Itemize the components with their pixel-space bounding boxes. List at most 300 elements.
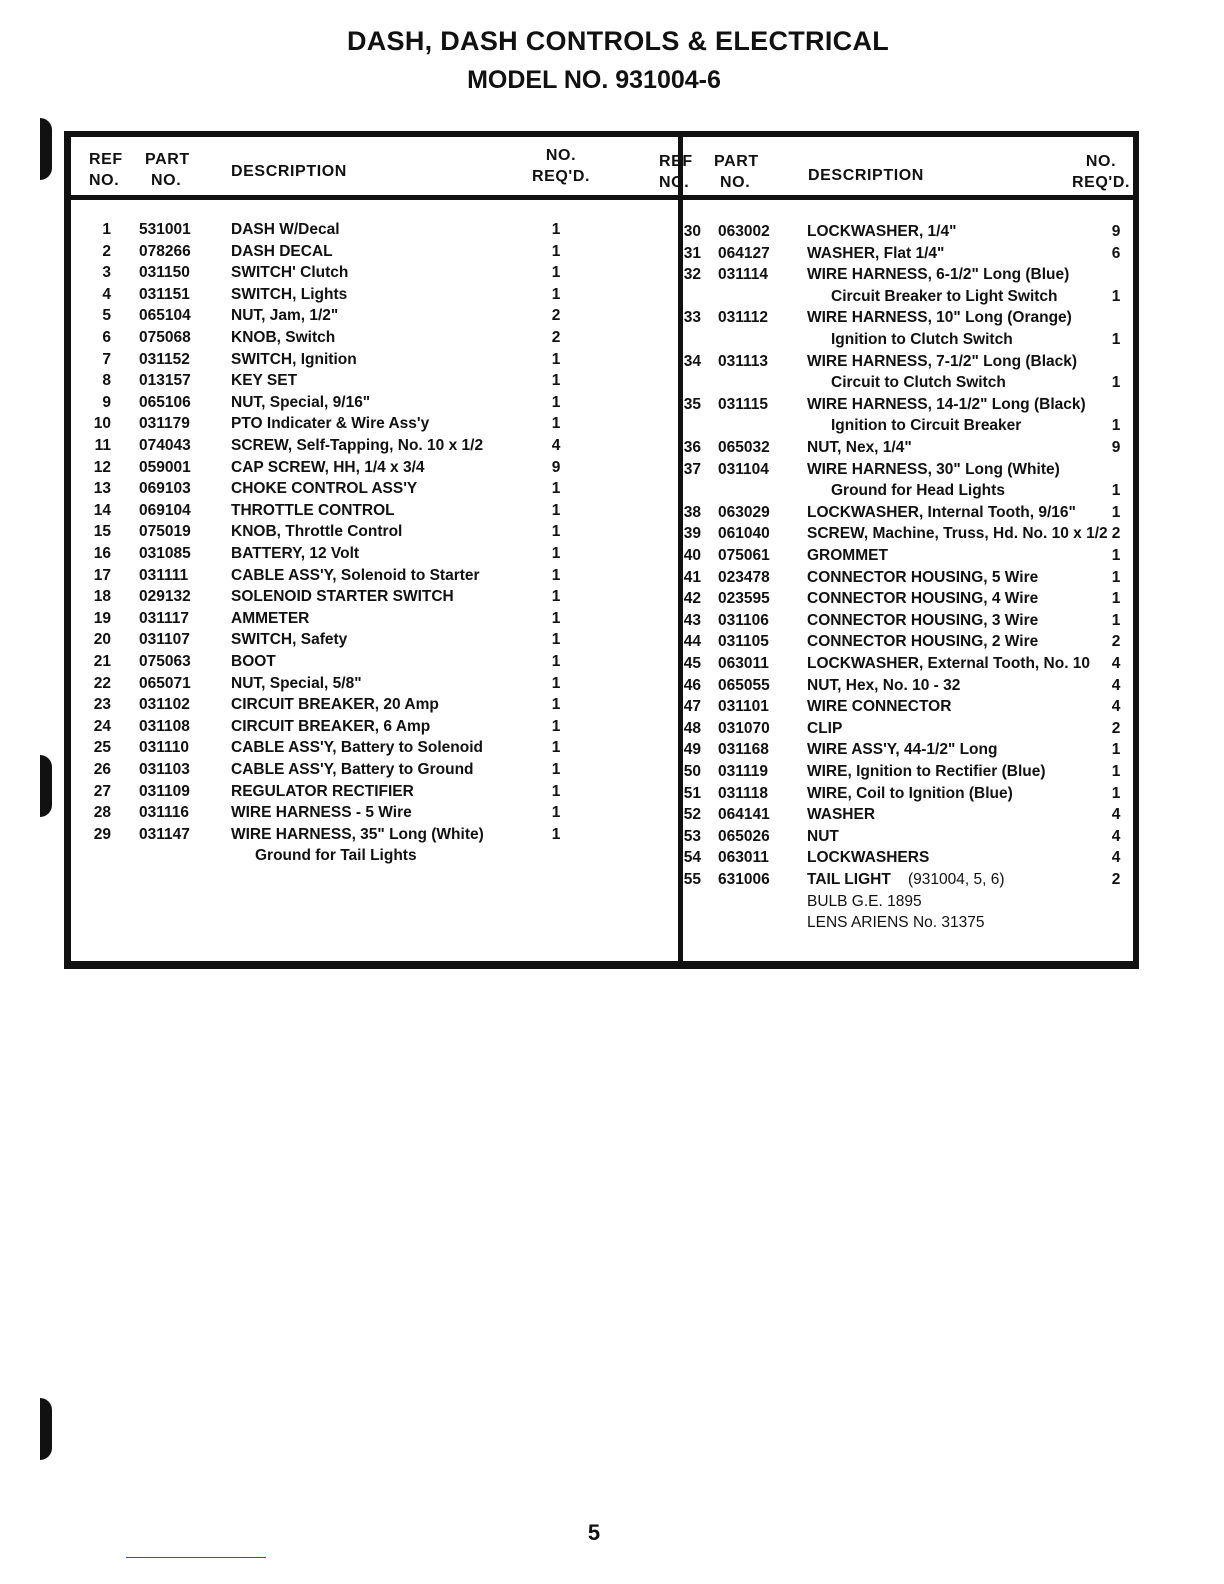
part-description: WIRE HARNESS, 35" Long (White) (231, 825, 484, 843)
ref-number: 17 (93, 566, 111, 584)
part-number: 075068 (139, 329, 191, 346)
quantity-required: 2 (1111, 633, 1121, 651)
header-ref: REF NO. (89, 151, 123, 189)
part-number: 031106 (718, 611, 769, 629)
table-row (71, 392, 678, 414)
quantity-required: 1 (551, 631, 561, 649)
ref-number: 34 (683, 352, 701, 370)
table-row (71, 478, 678, 500)
ref-number: 21 (93, 653, 111, 670)
quantity-required: 1 (551, 372, 561, 390)
part-description: NUT (807, 827, 839, 845)
ref-number: 14 (93, 501, 111, 519)
table-row (71, 284, 678, 306)
part-number: 031150 (139, 264, 190, 282)
quantity-required: 1 (1111, 741, 1121, 759)
part-description: TAIL LIGHT (807, 871, 891, 888)
quantity-required: 1 (1111, 417, 1121, 435)
part-description: WIRE HARNESS, 14-1/2" Long (Black) (807, 395, 1086, 413)
ref-number: 22 (93, 674, 111, 692)
ref-number: 29 (93, 825, 111, 843)
ref-number: 9 (102, 393, 111, 411)
part-description: Circuit Breaker to Light Switch (831, 287, 1058, 305)
part-number: 063011 (718, 655, 769, 672)
ref-number: 49 (683, 741, 701, 759)
table-row (683, 675, 1139, 697)
part-description: CONNECTOR HOUSING, 3 Wire (807, 611, 1039, 629)
part-description: AMMETER (231, 609, 310, 627)
part-description: CONNECTOR HOUSING, 2 Wire (807, 633, 1039, 651)
quantity-required: 1 (551, 825, 561, 843)
ref-number: 52 (683, 806, 701, 824)
ref-number: 46 (683, 676, 701, 694)
quantity-required: 1 (1111, 482, 1121, 500)
table-row (71, 457, 678, 479)
ref-number: 1 (102, 221, 111, 238)
table-row (71, 737, 678, 759)
part-number: 013157 (139, 372, 191, 390)
table-row (683, 610, 1139, 632)
quantity-required: 1 (551, 804, 561, 822)
table-row (683, 502, 1139, 524)
table-row (683, 869, 1139, 891)
part-description: GROMMET (807, 547, 888, 564)
part-number: 075061 (718, 547, 770, 564)
part-number: 531001 (139, 221, 191, 238)
part-description: SWITCH, Lights (231, 285, 348, 303)
part-number: 023478 (718, 568, 770, 586)
part-description: WASHER, Flat 1/4" (807, 244, 945, 262)
part-description: NUT, Jam, 1/2" (231, 307, 339, 325)
part-description: CABLE ASS'Y, Battery to Solenoid (231, 739, 484, 757)
table-row (683, 523, 1139, 545)
ref-number: 33 (683, 309, 701, 327)
table-row (71, 759, 678, 781)
quantity-required: 1 (1111, 287, 1121, 305)
part-description: NUT, Hex, No. 10 - 32 (807, 676, 961, 694)
part-number: 069104 (139, 501, 191, 519)
table-row-continuation (683, 480, 1139, 502)
ref-number: 27 (93, 782, 111, 800)
ref-number: 50 (683, 763, 701, 780)
part-description: SWITCH, Safety (231, 631, 348, 649)
part-number: 031103 (139, 761, 190, 778)
ref-number: 2 (102, 242, 111, 260)
table-row (71, 327, 678, 349)
part-description: WIRE CONNECTOR (807, 698, 952, 716)
header-description: DESCRIPTION (231, 163, 347, 180)
part-number: 023595 (718, 590, 770, 608)
part-number: 063002 (718, 223, 770, 240)
quantity-required: 1 (551, 242, 561, 260)
table-row (71, 370, 678, 392)
part-number: 065071 (139, 674, 191, 692)
part-description: CAP SCREW, HH, 1/4 x 3/4 (231, 458, 425, 476)
part-description: LOCKWASHERS (807, 849, 930, 867)
part-description: Ignition to Clutch Switch (831, 331, 1013, 348)
part-description-note: BULB G.E. 1895 (807, 892, 922, 910)
quantity-required: 9 (1111, 223, 1121, 240)
quantity-required: 1 (551, 588, 561, 606)
ref-number: 35 (683, 395, 701, 413)
table-row (683, 696, 1139, 718)
part-number: 031115 (718, 395, 769, 413)
ref-number: 42 (683, 590, 701, 608)
part-number: 631006 (718, 871, 770, 888)
part-number: 061040 (718, 525, 770, 543)
quantity-required: 2 (1111, 871, 1121, 888)
part-number: 031108 (139, 717, 190, 735)
table-row (683, 826, 1139, 848)
part-number: 065026 (718, 827, 770, 845)
part-number: 065104 (139, 307, 191, 325)
part-description: WIRE HARNESS, 10" Long (Orange) (807, 309, 1072, 327)
part-number: 059001 (139, 458, 191, 476)
part-description: WASHER (807, 806, 876, 824)
table-row (683, 783, 1139, 805)
table-row (71, 435, 678, 457)
quantity-required: 1 (551, 674, 561, 692)
part-number: 075019 (139, 523, 191, 541)
part-number: 031104 (718, 460, 769, 478)
part-description: CABLE ASS'Y, Solenoid to Starter (231, 566, 480, 584)
table-row (71, 802, 678, 824)
part-number: 031110 (139, 739, 190, 757)
quantity-required: 4 (1111, 698, 1121, 716)
ref-number: 41 (683, 568, 701, 586)
part-description: WIRE HARNESS - 5 Wire (231, 804, 412, 822)
table-row (71, 586, 678, 608)
quantity-required: 1 (1111, 763, 1121, 780)
part-description: LOCKWASHER, 1/4" (807, 223, 957, 240)
quantity-required: 4 (1111, 849, 1121, 867)
table-row-continuation (683, 372, 1139, 394)
part-number: 031107 (139, 631, 190, 649)
part-number: 031101 (718, 698, 769, 716)
table-row (71, 673, 678, 695)
part-number: 031114 (718, 266, 769, 284)
part-description: Ground for Head Lights (831, 482, 1005, 500)
ref-number: 11 (94, 437, 111, 454)
table-row (683, 394, 1139, 416)
table-row (683, 847, 1139, 869)
part-number: 031119 (718, 763, 769, 780)
part-number: 031151 (139, 285, 190, 303)
ref-number: 19 (93, 609, 111, 627)
ref-number: 24 (93, 717, 111, 735)
footer-line (126, 1557, 266, 1558)
quantity-required: 1 (551, 696, 561, 714)
part-number: 065032 (718, 439, 770, 456)
ref-number: 8 (102, 372, 111, 390)
part-description: PTO Indicater & Wire Ass'y (231, 415, 430, 433)
quantity-required: 1 (551, 609, 561, 627)
table-row-continuation (683, 286, 1139, 308)
table-row (71, 781, 678, 803)
part-description: KNOB, Throttle Control (231, 523, 403, 541)
quantity-required: 1 (1111, 611, 1121, 629)
part-description: CONNECTOR HOUSING, 5 Wire (807, 568, 1039, 586)
part-description-note: LENS ARIENS No. 31375 (807, 914, 985, 932)
table-row (683, 307, 1139, 329)
part-number: 031105 (718, 633, 769, 651)
part-description: DASH W/Decal (231, 221, 340, 238)
ref-number: 23 (93, 696, 111, 714)
table-row (683, 718, 1139, 740)
part-description: CHOKE CONTROL ASS'Y (231, 480, 418, 498)
table-row (683, 567, 1139, 589)
table-row (71, 543, 678, 565)
table-row (71, 413, 678, 435)
table-row (71, 500, 678, 522)
part-description: NUT, Nex, 1/4" (807, 439, 912, 456)
header-qty-right: NO. REQ'D. (1071, 153, 1131, 191)
part-description: THROTTLE CONTROL (231, 501, 395, 519)
quantity-required: 4 (1111, 655, 1121, 672)
part-description: SCREW, Self-Tapping, No. 10 x 1/2 (231, 437, 484, 454)
table-row (683, 221, 1139, 243)
quantity-required: 1 (551, 782, 561, 800)
ref-number: 47 (683, 698, 701, 716)
part-description: CLIP (807, 719, 843, 737)
header-description-right: DESCRIPTION (808, 167, 924, 184)
quantity-required: 4 (1111, 676, 1121, 694)
quantity-required: 1 (551, 501, 561, 519)
part-number: 031113 (718, 352, 769, 370)
table-row (683, 351, 1139, 373)
part-number: 031147 (139, 825, 190, 843)
quantity-required: 1 (1111, 568, 1121, 586)
part-number: 065055 (718, 676, 770, 694)
part-number: 031111 (139, 566, 189, 584)
ref-number: 55 (683, 871, 701, 888)
quantity-required: 1 (551, 221, 561, 238)
part-description: WIRE HARNESS, 6-1/2" Long (Blue) (807, 266, 1070, 284)
ref-number: 3 (102, 264, 111, 282)
binder-mark (40, 1398, 52, 1460)
table-row (683, 459, 1139, 481)
table-row (71, 629, 678, 651)
part-description: WIRE ASS'Y, 44-1/2" Long (807, 741, 998, 759)
ref-number: 54 (683, 849, 701, 867)
part-number: 065106 (139, 393, 191, 411)
header-part: PART NO. (145, 151, 190, 189)
ref-number: 51 (683, 784, 701, 802)
parts-table (64, 131, 1139, 969)
ref-number: 16 (93, 545, 111, 562)
ref-number: 48 (683, 719, 701, 737)
ref-number: 20 (93, 631, 111, 649)
part-description: LOCKWASHER, Internal Tooth, 9/16" (807, 503, 1076, 521)
quantity-required: 1 (551, 393, 561, 411)
table-row (683, 264, 1139, 286)
quantity-required: 1 (551, 523, 561, 541)
part-description: KNOB, Switch (231, 329, 336, 346)
part-number: 078266 (139, 242, 191, 260)
part-number: 074043 (139, 437, 191, 454)
header-qty: NO. REQ'D. (531, 147, 591, 185)
table-row (71, 219, 678, 241)
table-row (683, 653, 1139, 675)
part-description: BATTERY, 12 Volt (231, 545, 360, 562)
table-row (683, 545, 1139, 567)
part-description: SCREW, Machine, Truss, Hd. No. 10 x 1/2 (807, 525, 1108, 543)
ref-number: 26 (93, 761, 111, 778)
part-description: Circuit to Clutch Switch (831, 374, 1006, 392)
quantity-required: 1 (551, 653, 561, 670)
binder-mark (40, 755, 52, 817)
binder-mark (40, 118, 52, 180)
quantity-required: 4 (1111, 806, 1121, 824)
part-number: 064127 (718, 244, 770, 262)
table-row (71, 608, 678, 630)
quantity-required: 1 (1111, 590, 1121, 608)
table-row (71, 262, 678, 284)
table-row (71, 349, 678, 371)
part-number: 031085 (139, 545, 191, 562)
quantity-required: 1 (551, 545, 561, 562)
ref-number: 32 (683, 266, 701, 284)
part-description-note: (931004, 5, 6) (908, 871, 1005, 888)
ref-number: 7 (102, 350, 111, 368)
part-description: NUT, Special, 5/8" (231, 674, 362, 692)
part-number: 069103 (139, 480, 191, 498)
quantity-required: 1 (551, 264, 561, 282)
part-number: 031109 (139, 782, 190, 800)
part-number: 031102 (139, 696, 190, 714)
table-row (683, 804, 1139, 826)
part-description: SWITCH, Ignition (231, 350, 357, 368)
ref-number: 15 (93, 523, 111, 541)
part-description: WIRE HARNESS, 7-1/2" Long (Black) (807, 352, 1078, 370)
quantity-required: 1 (1111, 374, 1121, 392)
part-description: WIRE, Ignition to Rectifier (Blue) (807, 763, 1046, 780)
part-number: 031070 (718, 719, 770, 737)
part-description: NUT, Special, 9/16" (231, 393, 371, 411)
quantity-required: 1 (1111, 503, 1121, 521)
table-row (71, 694, 678, 716)
part-number: 029132 (139, 588, 191, 606)
part-number: 031112 (718, 309, 769, 327)
part-description: CIRCUIT BREAKER, 6 Amp (231, 717, 431, 735)
ref-number: 53 (683, 827, 701, 845)
table-row (683, 588, 1139, 610)
table-row (683, 243, 1139, 265)
ref-number: 4 (102, 285, 111, 303)
part-number: 075063 (139, 653, 191, 670)
table-row (683, 631, 1139, 653)
quantity-required: 1 (551, 415, 561, 433)
ref-number: 31 (683, 244, 701, 262)
ref-number: 10 (93, 415, 111, 433)
table-row (71, 521, 678, 543)
ref-number: 45 (683, 655, 701, 672)
ref-number: 36 (683, 439, 701, 456)
table-row (71, 651, 678, 673)
table-row (71, 565, 678, 587)
ref-number: 5 (102, 307, 111, 325)
quantity-required: 1 (1111, 784, 1121, 802)
part-description: CABLE ASS'Y, Battery to Ground (231, 761, 474, 778)
table-row (71, 241, 678, 263)
part-description: LOCKWASHER, External Tooth, No. 10 (807, 655, 1091, 672)
quantity-required: 2 (551, 307, 561, 325)
ref-number: 44 (683, 633, 701, 651)
part-description-note: Ground for Tail Lights (255, 847, 417, 865)
ref-number: 39 (683, 525, 701, 543)
part-number: 031179 (139, 415, 190, 433)
ref-number: 43 (683, 611, 701, 629)
ref-number: 40 (683, 547, 701, 564)
part-number: 031168 (718, 741, 769, 759)
part-description: Ignition to Circuit Breaker (831, 417, 1022, 435)
table-row (71, 305, 678, 327)
part-description: SWITCH' Clutch (231, 264, 349, 282)
quantity-required: 1 (551, 566, 561, 584)
quantity-required: 2 (1111, 719, 1121, 737)
part-number: 063029 (718, 503, 770, 521)
header-ref-right: REF NO. (659, 153, 693, 191)
part-number: 031152 (139, 350, 190, 368)
ref-number: 6 (102, 329, 111, 346)
quantity-required: 1 (551, 480, 561, 498)
table-row (71, 716, 678, 738)
table-row (683, 739, 1139, 761)
header-rule-left (71, 195, 678, 200)
ref-number: 25 (93, 739, 111, 757)
quantity-required: 2 (551, 329, 561, 346)
ref-number: 28 (93, 804, 111, 822)
quantity-required: 4 (551, 437, 561, 454)
ref-number: 38 (683, 503, 701, 521)
quantity-required: 1 (1111, 547, 1121, 564)
header-rule-right (683, 195, 1133, 200)
ref-number: 13 (93, 480, 111, 498)
quantity-required: 2 (1111, 525, 1121, 543)
ref-number: 37 (683, 460, 701, 478)
quantity-required: 6 (1111, 244, 1121, 262)
part-description: BOOT (231, 653, 276, 670)
part-number: 031116 (139, 804, 190, 822)
ref-number: 18 (93, 588, 111, 606)
quantity-required: 9 (1111, 439, 1121, 456)
page-number: 5 (587, 1520, 601, 1545)
part-description: KEY SET (231, 372, 298, 390)
page-title: DASH, DASH CONTROLS & ELECTRICAL (346, 26, 890, 56)
part-description: SOLENOID STARTER SWITCH (231, 588, 454, 606)
ref-number: 30 (683, 223, 701, 240)
model-number: MODEL NO. 931004-6 (467, 66, 721, 94)
ref-number: 12 (93, 458, 111, 476)
part-description: WIRE HARNESS, 30" Long (White) (807, 460, 1060, 478)
quantity-required: 1 (551, 739, 561, 757)
part-number: 063011 (718, 849, 769, 867)
table-row (683, 761, 1139, 783)
table-row (71, 824, 678, 846)
part-description: REGULATOR RECTIFIER (231, 782, 414, 800)
part-description: DASH DECAL (231, 242, 333, 260)
quantity-required: 9 (551, 458, 561, 476)
quantity-required: 1 (1111, 331, 1121, 348)
table-row-continuation (683, 415, 1139, 437)
part-description: CIRCUIT BREAKER, 20 Amp (231, 696, 439, 714)
part-description: WIRE, Coil to Ignition (Blue) (807, 784, 1013, 802)
quantity-required: 1 (551, 717, 561, 735)
part-number: 031118 (718, 784, 769, 802)
quantity-required: 1 (551, 761, 561, 778)
quantity-required: 1 (551, 350, 561, 368)
quantity-required: 1 (551, 285, 561, 303)
